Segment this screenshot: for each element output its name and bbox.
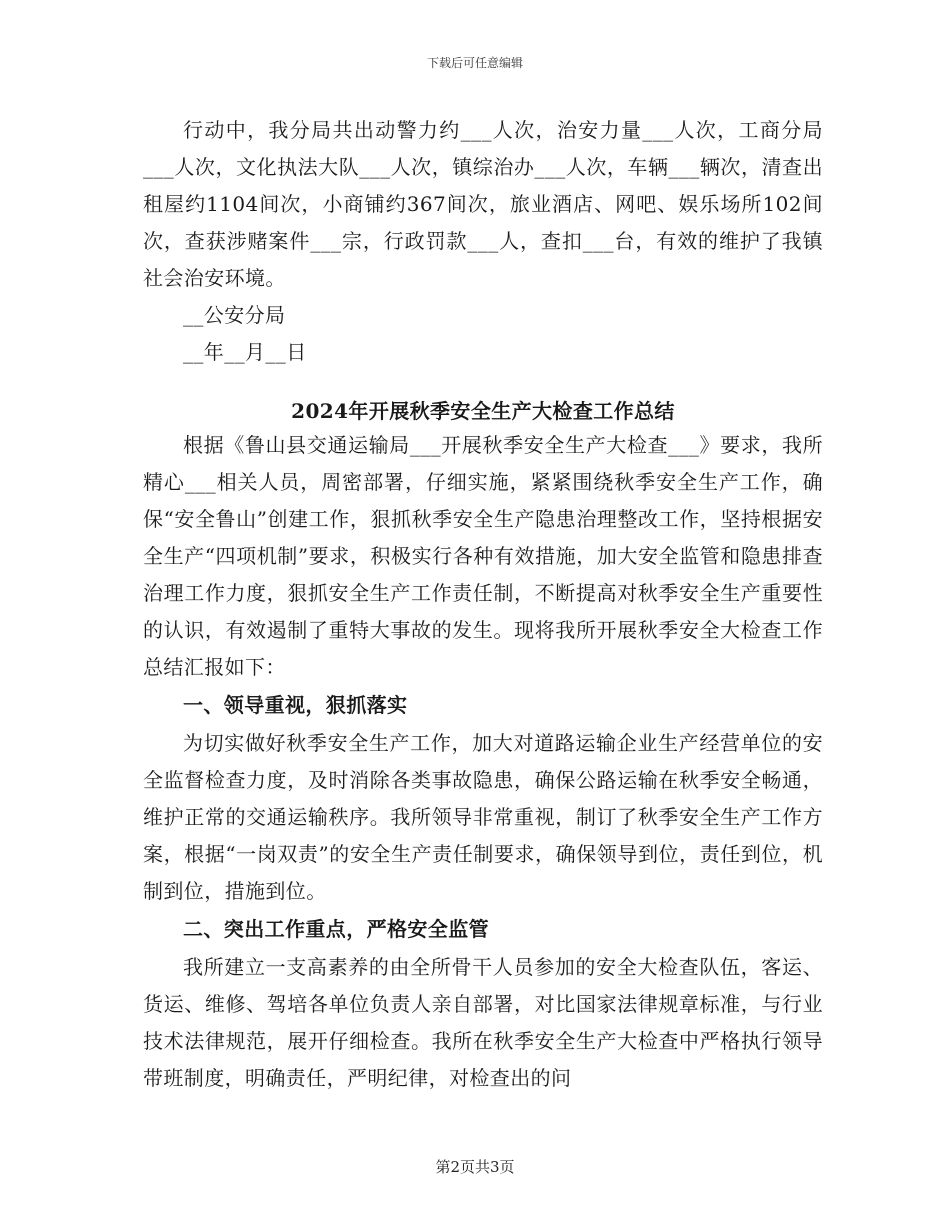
paragraph-leadership: 为切实做好秋季安全生产工作，加大对道路运输企业生产经营单位的安全监督检查力度，及时消除各类事故隐患，确保公路运输在秋季安全畅通，维护正常的交通运输秩序。我所领导非常重视，制订了秋季安全生产工作方案，根据“一岗双责”的安全生产责任制要求，确保领导到位，责任到位，机制到位，措施到位。 — [143, 731, 823, 903]
section-heading-1: 一、领导重视，狠抓落实 — [183, 693, 408, 717]
page-header: 下载后可任意编辑 — [426, 56, 523, 70]
section-heading-2: 二、突出工作重点，严格安全监管 — [183, 917, 489, 941]
signature-police-bureau: __公安分局 — [183, 303, 286, 327]
document-title: 2024年开展秋季安全生产大检查工作总结 — [291, 399, 675, 423]
page-footer: 第2页共3页 — [435, 1158, 515, 1176]
signature-date: __年__月__日 — [183, 340, 307, 364]
paragraph-intro: 根据《鲁山县交通运输局___开展秋季安全生产大检查___》要求，我所精心___相关人员，周密部署，仔细实施，紧紧围绕秋季安全生产工作，确保“安全鲁山”创建工作，狠抓秋季安全生产隐患治理整改工作，坚持根据安全生产“四项机制”要求，积极实行各种有效措施，加大安全监管和隐患排查治理工作力度，狠抓安全生产工作责任制，不断提高对秋季安全生产重要性的认识，有效遏制了重特大事故的发生。现将我所开展秋季安全大检查工作总结汇报如下： — [143, 433, 823, 679]
paragraph-police-action: 行动中，我分局共出动警力约___人次，治安力量___人次，工商分局___人次，文化执法大队___人次，镇综治办___人次，车辆___辆次，清查出租屋约1104间次，小商铺约367间次，旅业酒店、网吧、娱乐场所102间次，查获涉赌案件___宗，行政罚款___人，查扣___台，有效的维护了我镇社会治安环境。 — [143, 118, 823, 290]
document-body — [143, 112, 823, 1097]
paragraph-supervision: 我所建立一支高素养的由全所骨干人员参加的安全大检查队伍，客运、货运、维修、驾培各单位负责人亲自部署，对比国家法律规章标准，与行业技术法律规范，展开仔细检查。我所在秋季安全生产大检查中严格执行领导带班制度，明确责任，严明纪律，对检查出的问 — [143, 955, 823, 1090]
